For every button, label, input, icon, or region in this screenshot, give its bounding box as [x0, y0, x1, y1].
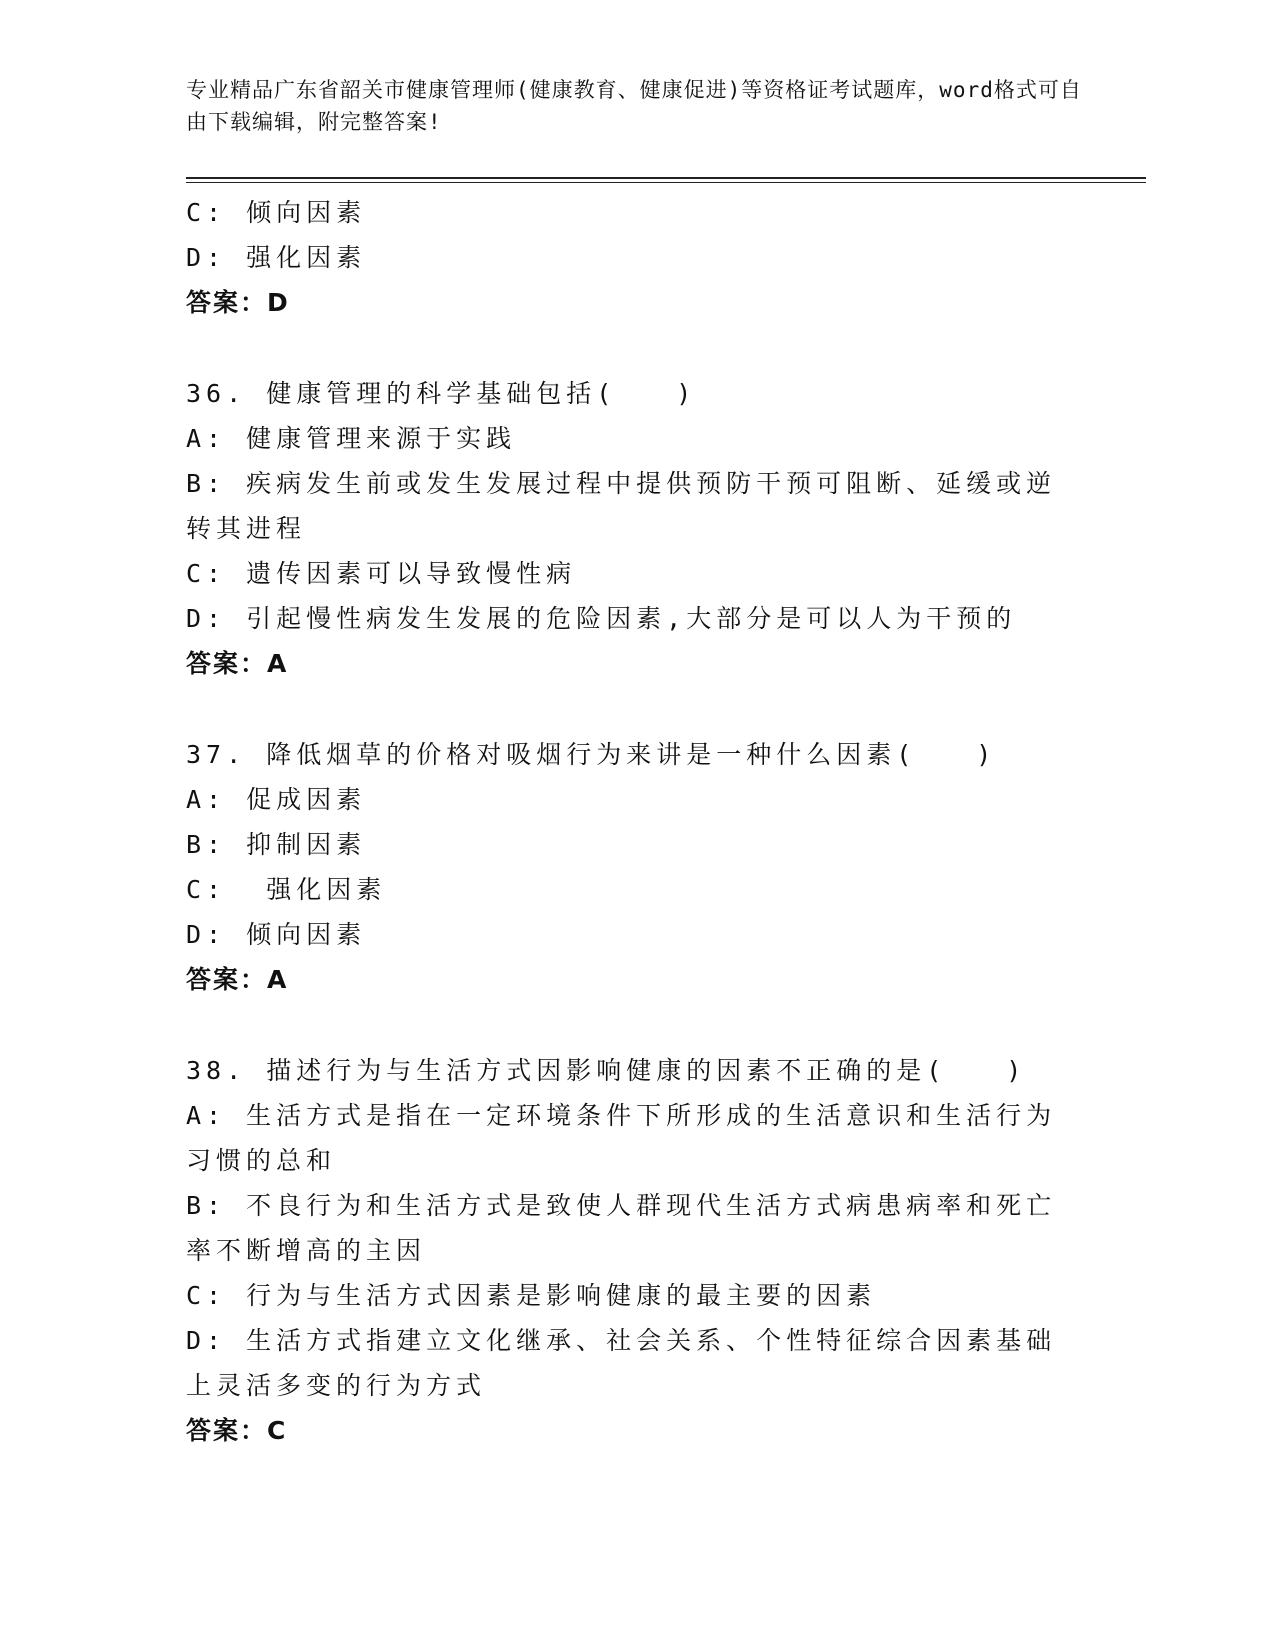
question-37 [186, 732, 1086, 1002]
option-d: D: 强化因素 [186, 243, 367, 272]
header-text: 专业精品广东省韶关市健康管理师(健康教育、健康促进)等资格证考试题库，word格式可自由下载编辑，附完整答案! [186, 78, 1082, 134]
document-body [186, 190, 1086, 1453]
option-d: D: 倾向因素 [186, 920, 367, 949]
answer: 答案：A [186, 649, 289, 678]
option-b: B: 抑制因素 [186, 830, 367, 859]
answer: 答案：D [186, 288, 290, 317]
option-c: C: 倾向因素 [186, 198, 367, 227]
option-c: C: 行为与生活方式因素是影响健康的最主要的因素 [186, 1281, 877, 1310]
question-36 [186, 371, 1086, 686]
option-c: C: 强化因素 [186, 875, 387, 904]
question-stem: 38. 描述行为与生活方式因影响健康的因素不正确的是( ) [186, 1056, 1027, 1085]
option-d: D: 生活方式指建立文化继承、社会关系、个性特征综合因素基础上灵活多变的行为方式 [186, 1326, 1057, 1400]
option-d: D: 引起慢性病发生发展的危险因素,大部分是可以人为干预的 [186, 604, 1017, 633]
option-a: A: 促成因素 [186, 785, 367, 814]
option-b: B: 疾病发生前或发生发展过程中提供预防干预可阻断、延缓或逆转其进程 [186, 469, 1057, 543]
question-stem: 36. 健康管理的科学基础包括( ) [186, 379, 697, 408]
option-c: C: 遗传因素可以导致慢性病 [186, 559, 577, 588]
option-b: B: 不良行为和生活方式是致使人群现代生活方式病患病率和死亡率不断增高的主因 [186, 1191, 1057, 1265]
page-header [186, 74, 1086, 138]
option-a: A: 健康管理来源于实践 [186, 424, 517, 453]
question-38 [186, 1048, 1086, 1453]
answer: 答案：A [186, 965, 289, 994]
question-stem: 37. 降低烟草的价格对吸烟行为来讲是一种什么因素( ) [186, 740, 997, 769]
header-divider-thin [186, 182, 1146, 183]
answer: 答案：C [186, 1416, 288, 1445]
header-divider [186, 177, 1146, 179]
question-35-continued [186, 190, 1086, 325]
option-a: A: 生活方式是指在一定环境条件下所形成的生活意识和生活行为习惯的总和 [186, 1101, 1057, 1175]
